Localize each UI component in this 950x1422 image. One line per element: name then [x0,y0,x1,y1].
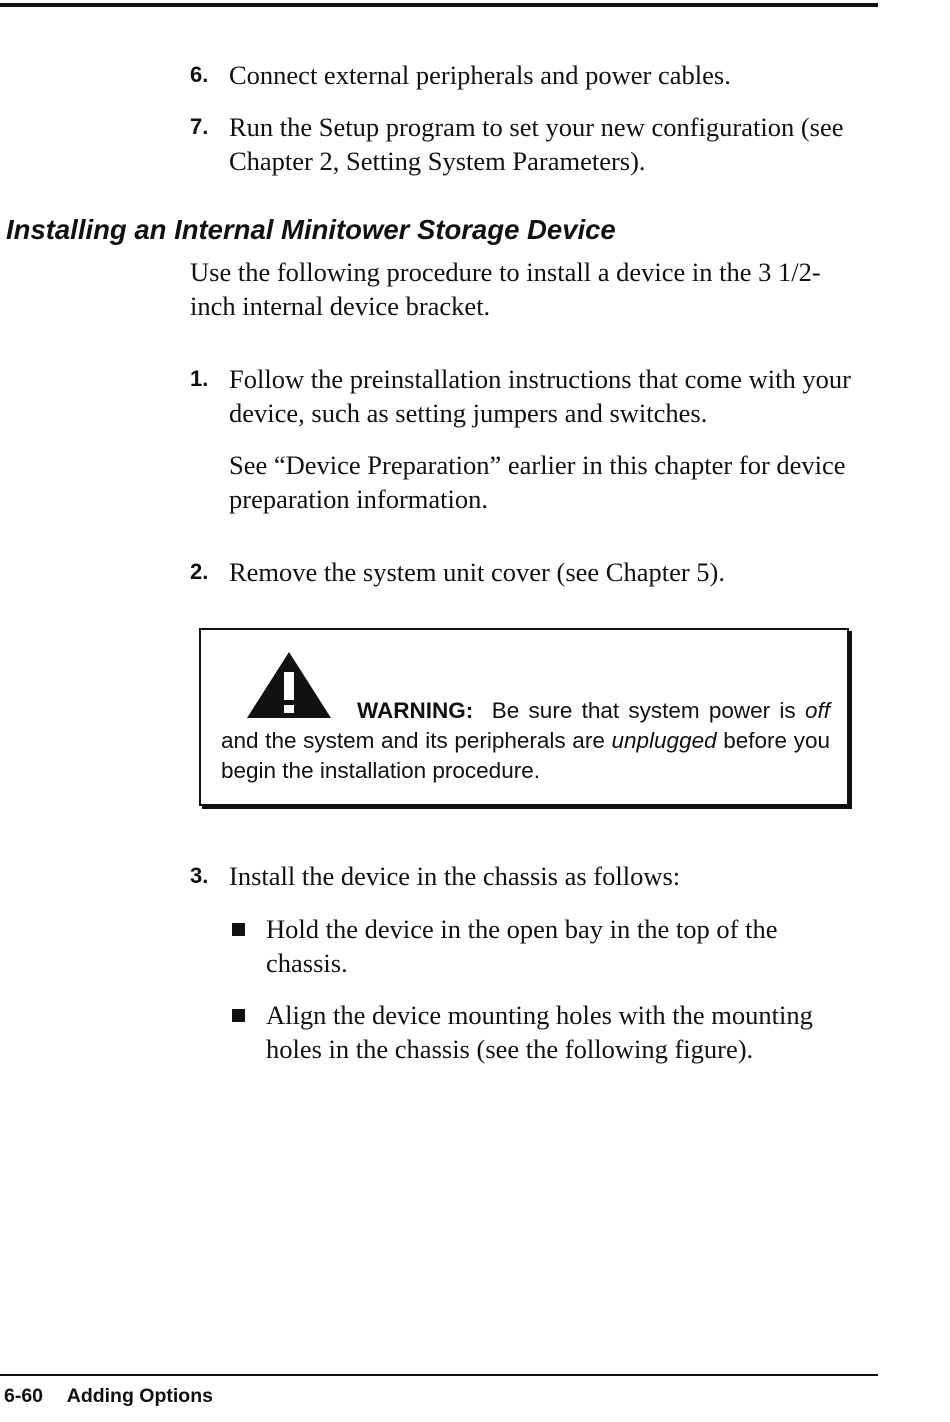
list-item [232,912,862,980]
step-text: Follow the preinstallation instructions that come with your device, such as setting jumpers and switches. [229,364,851,428]
bullet-text: Hold the device in the open bay in the top of the chassis. [266,914,778,978]
warning-text [221,696,830,786]
bullet-square-icon [232,923,245,936]
warning-emphasis: unplugged [611,728,717,753]
list-item [232,998,862,1066]
bullet-text: Align the device mounting holes with the mounting holes in the chassis (see the following figure). [266,1000,813,1064]
step-2 [190,555,870,589]
step-7 [190,110,870,178]
step-text: Connect external peripherals and power cables. [229,60,731,90]
page-number: 6-60 [4,1385,44,1407]
warning-text-part: and the system and its peripherals are [221,728,605,753]
step-1-note: See “Device Preparation” earlier in this chapter for device preparation information. [229,450,846,514]
step-number: 6. [190,62,209,87]
chapter-title: Adding Options [66,1385,213,1407]
step-number: 7. [190,114,209,139]
step-text: Run the Setup program to set your new configuration (see Chapter 2, Setting System Parameters). [229,112,844,176]
step-number: 3. [190,863,209,888]
warning-callout [199,628,849,806]
footer-rule [0,1374,878,1376]
warning-text-part: Be sure that system power is [491,698,796,723]
header-rule [0,3,878,7]
warning-label: WARNING: [357,698,474,723]
step-text: Install the device in the chassis as follows: [229,861,681,891]
step-1 [190,362,870,430]
warning-text-part: before you begin the installation procedure. [221,728,830,783]
page-footer [4,1385,213,1408]
step-3 [190,859,870,893]
step-text: Remove the system unit cover (see Chapter 5). [229,557,725,587]
step-6 [190,58,870,92]
bullet-square-icon [232,1009,245,1022]
warning-emphasis: off [804,698,830,723]
step-number: 1. [190,366,209,391]
step-number: 2. [190,559,209,584]
section-heading: Installing an Internal Minitower Storage Device [6,214,616,245]
section-intro: Use the following procedure to install a device in the 3 1/2-inch internal device bracket. [190,257,821,321]
